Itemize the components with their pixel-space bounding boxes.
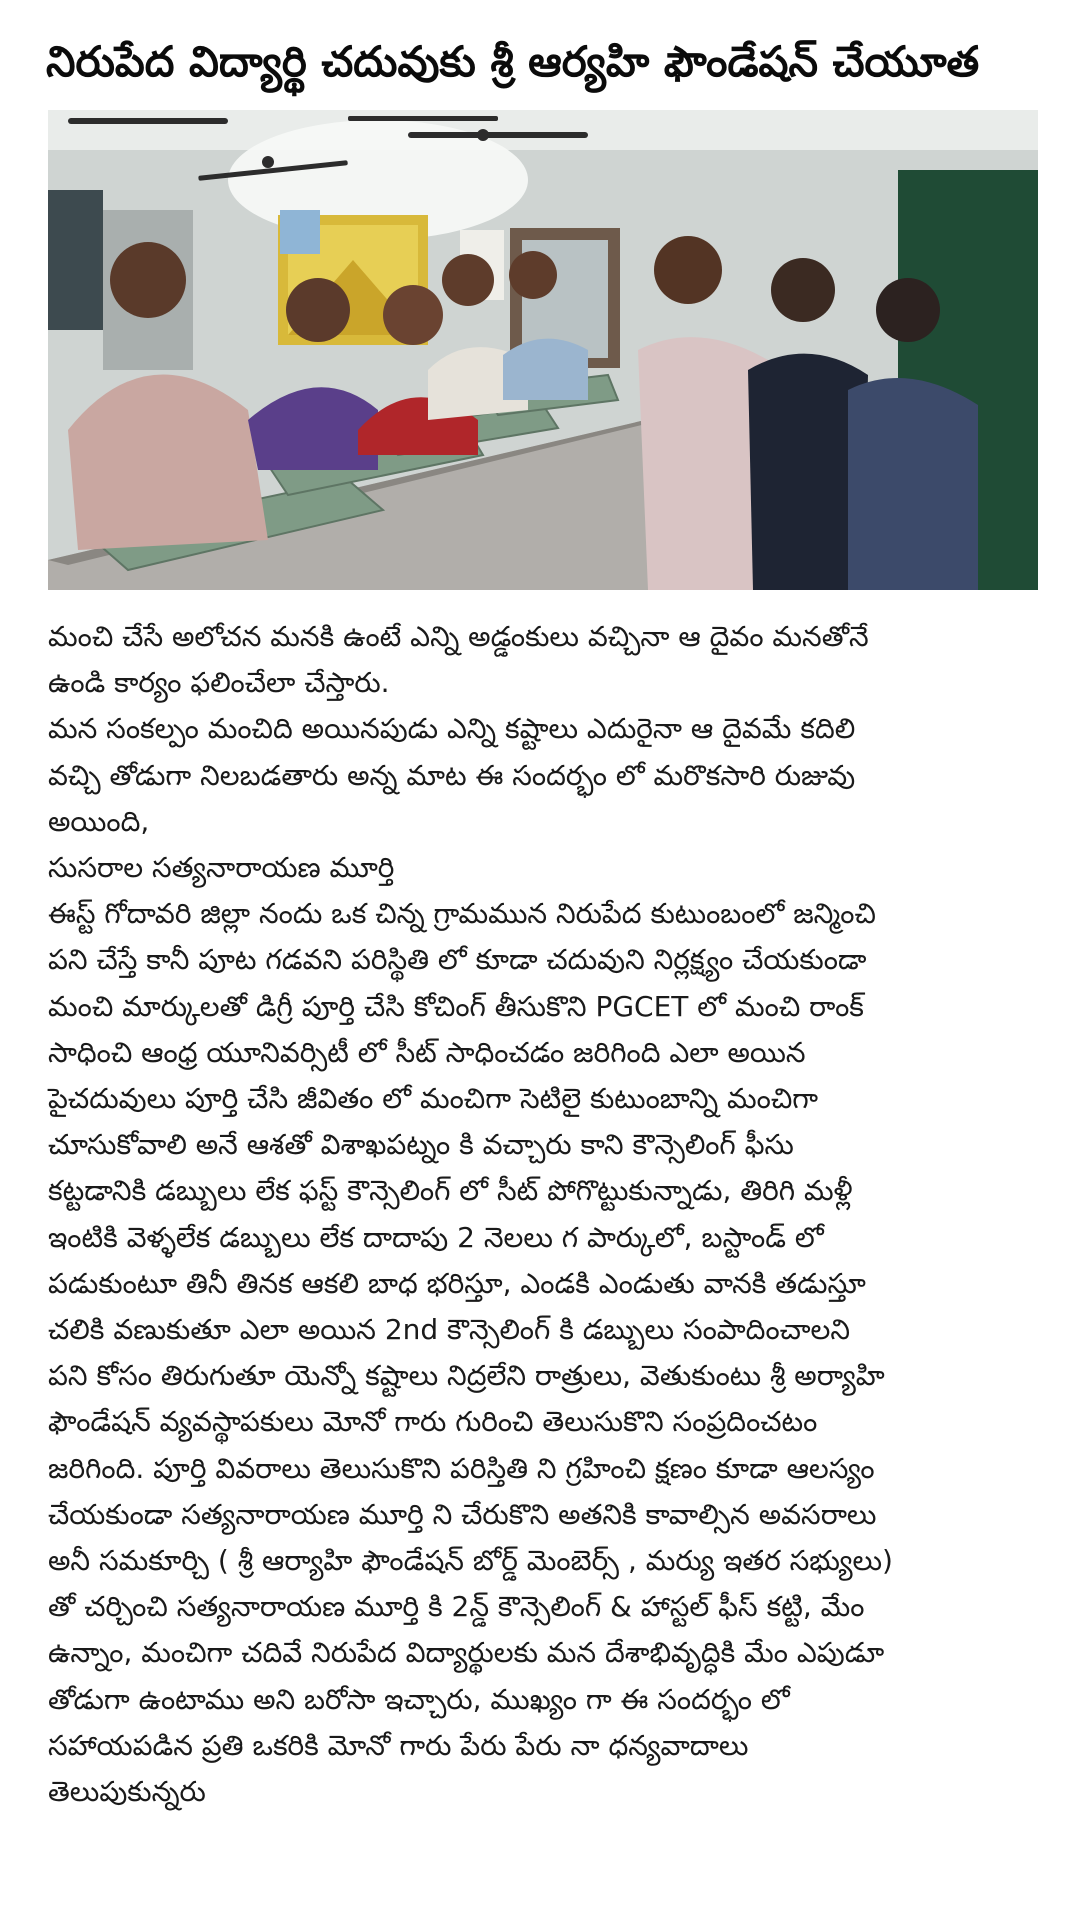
body-line: పని చేస్తే కానీ పూట గడవని పరిస్థితి లో కూడా చదువుని నిర్లక్ష్యం చేయకుండా [48,943,867,977]
body-line: తెలుపుకున్నరు [48,1775,206,1809]
body-line: ఇంటికి వెళ్ళలేక డబ్బులు లేక దాదాపు 2 నెలలు గ పార్కులో, బస్టాండ్ లో [48,1220,824,1254]
body-line: కట్టడానికి డబ్బులు లేక ఫస్ట్ కౌన్సెలింగ్ లో సీట్ పోగొట్టుకున్నాడు, తిరిగి మళ్లీ [48,1174,853,1208]
body-line: సాధించి ఆంధ్ర యూనివర్సిటీ లో సీట్ సాధించడం జరిగింది ఎలా అయిన [48,1035,806,1069]
body-line: మంచి చేసే అలోచన మనకి ఉంటే ఎన్ని అడ్డంకులు వచ్చినా ఆ దైవం మనతోనే [48,620,869,653]
article-headline: నిరుపేద విద్యార్థి చదువుకు శ్రీ ఆర్యహి ఫౌండేషన్ చేయూత [46,37,980,86]
author-name: సుసరాల సత్యనారాయణ మూర్తి [48,851,395,885]
body-line: వచ్చి తోడుగా నిలబడతారు అన్న మాట ఈ సందర్భం లో మరొకసారి రుజువు [48,758,856,792]
body-line: సహాయపడిన ప్రతి ఒకరికి మోనో గారు పేరు పేరు నా ధన్యవాదాలు [48,1728,749,1762]
body-line: పని కోసం తిరుగుతూ యెన్నో కష్టాలు నిద్రలేని రాత్రులు, వెతుకుంటు శ్రీ అర్యాహి [48,1359,885,1393]
body-line: చూసుకోవాలి అనే ఆశతో విశాఖపట్నం కి వచ్చారు కాని కౌన్సెలింగ్ ఫీసు [48,1128,794,1162]
group-photo-icon [48,110,1038,590]
body-line: ఈస్ట్ గోదావరి జిల్లా నందు ఒక చిన్న గ్రామమున నిరుపేద కుటుంబంలో జన్మించి [48,897,876,931]
body-line: చేయకుండా సత్యనారాయణ మూర్తి ని చేరుకొని అతనికి కావాల్సిన అవసరాలు [48,1497,877,1531]
body-line: పడుకుంటూ తినీ తినక ఆకలి బాధ భరిస్తూ, ఎండకి ఎండుతు వానకి తడుస్తూ [48,1266,866,1300]
article-body [48,614,1038,1815]
body-line: మంచి మార్కులతో డిగ్రీ పూర్తి చేసి కోచింగ్ తీసుకొని PGCET లో మంచి రాంక్ [48,989,864,1023]
body-line: పైచదువులు పూర్తి చేసి జీవితం లో మంచిగా సెటిలై కుటుంబాన్ని మంచిగా [48,1082,819,1116]
body-line: మన సంకల్పం మంచిది అయినపుడు ఎన్ని కష్టాలు ఎదురైనా ఆ దైవమే కదిలి [48,712,856,746]
body-line: ఉన్నాం, మంచిగా చదివే నిరుపేద విద్యార్థులకు మన దేశాభివృద్ధికి మేం ఎపుడూ [48,1636,885,1670]
body-line: ఉండి కార్యం ఫలించేలా చేస్తారు. [48,666,390,700]
body-line: తో చర్చించి సత్యనారాయణ మూర్తి కి 2న్డ్ కౌన్సెలింగ్ & హాస్టల్ ఫీస్ కట్టి, మేం [48,1590,865,1624]
body-line: తోడుగా ఉంటాము అని బరోసా ఇచ్చారు, ముఖ్యం గా ఈ సందర్భం లో [48,1682,790,1716]
body-line: అనీ సమకూర్చి ( శ్రీ ఆర్యాహి ఫౌండేషన్ బోర్డ్ మెంబెర్స్ , మర్యు ఇతర సభ్యులు) [48,1544,893,1578]
body-line: జరిగింది. పూర్తి వివరాలు తెలుసుకొని పరిస్తితి ని గ్రహించి క్షణం కూడా ఆలస్యం [48,1451,875,1485]
group-photo [48,110,1038,590]
body-line: ఫౌండేషన్ వ్యవస్థాపకులు మోనో గారు గురించి తెలుసుకొని సంప్రదించటం [48,1405,818,1439]
body-line: అయింది, [48,804,150,838]
body-line: చలికి వణుకుతూ ఎలా అయిన 2nd కౌన్సెలింగ్ కి డబ్బులు సంపాదించాలని [48,1313,851,1347]
